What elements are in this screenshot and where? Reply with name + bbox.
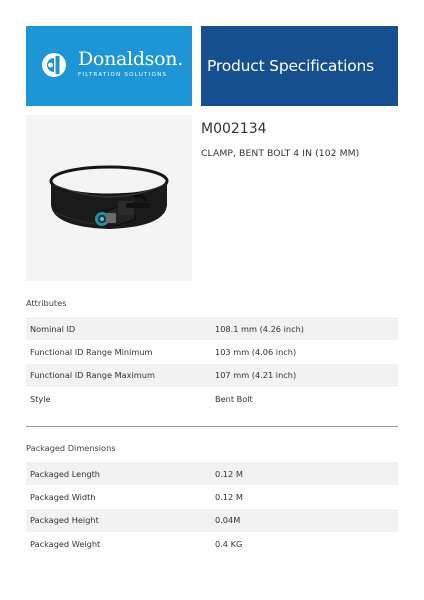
part-description: CLAMP, BENT BOLT 4 IN (102 MM): [201, 148, 360, 159]
header-title-panel: [201, 26, 398, 106]
bent-bolt-clamp-photo: [26, 115, 192, 281]
dimension-label: Packaged Height: [30, 515, 99, 526]
brand-tagline: FILTRATION SOLUTIONS: [78, 72, 168, 78]
product-image: [26, 115, 192, 281]
packaged-dimensions-heading: Packaged Dimensions: [26, 443, 116, 453]
attributes-heading: Attributes: [26, 298, 67, 308]
table-row: [26, 364, 398, 387]
attribute-label: Nominal ID: [30, 323, 76, 334]
brand-name: Donaldson.: [78, 48, 183, 70]
brand-wordmark: [78, 48, 183, 78]
attribute-label: Functional ID Range Minimum: [30, 346, 153, 357]
attribute-value: 103 mm (4.06 inch): [215, 346, 297, 357]
attribute-value: Bent Bolt: [215, 393, 253, 404]
dimension-value: 0.12 M: [215, 468, 243, 479]
dimension-value: 0.4 KG: [215, 538, 243, 549]
attribute-value: 108.1 mm (4.26 inch): [215, 323, 304, 334]
dimension-label: Packaged Length: [30, 468, 100, 479]
donaldson-d-logo-icon: [41, 52, 67, 78]
attributes-table: [26, 317, 398, 410]
table-row: [26, 387, 398, 410]
table-row: [26, 317, 398, 340]
table-row: [26, 340, 398, 363]
dimension-value: 0.12 M: [215, 491, 243, 502]
table-row: [26, 509, 398, 532]
table-row: [26, 485, 398, 508]
attribute-value: 107 mm (4.21 inch): [215, 370, 297, 381]
dimension-value: 0.04M: [215, 515, 241, 526]
attribute-label: Functional ID Range Maximum: [30, 370, 155, 381]
dimension-label: Packaged Weight: [30, 538, 101, 549]
attribute-label: Style: [30, 393, 51, 404]
brand-logo-panel: [26, 26, 192, 106]
part-number: M002134: [201, 121, 267, 137]
page-title: Product Specifications: [207, 57, 374, 75]
table-row: [26, 462, 398, 485]
dimension-label: Packaged Width: [30, 491, 96, 502]
packaged-dimensions-table: [26, 462, 398, 555]
section-divider: [26, 426, 398, 427]
table-row: [26, 532, 398, 555]
